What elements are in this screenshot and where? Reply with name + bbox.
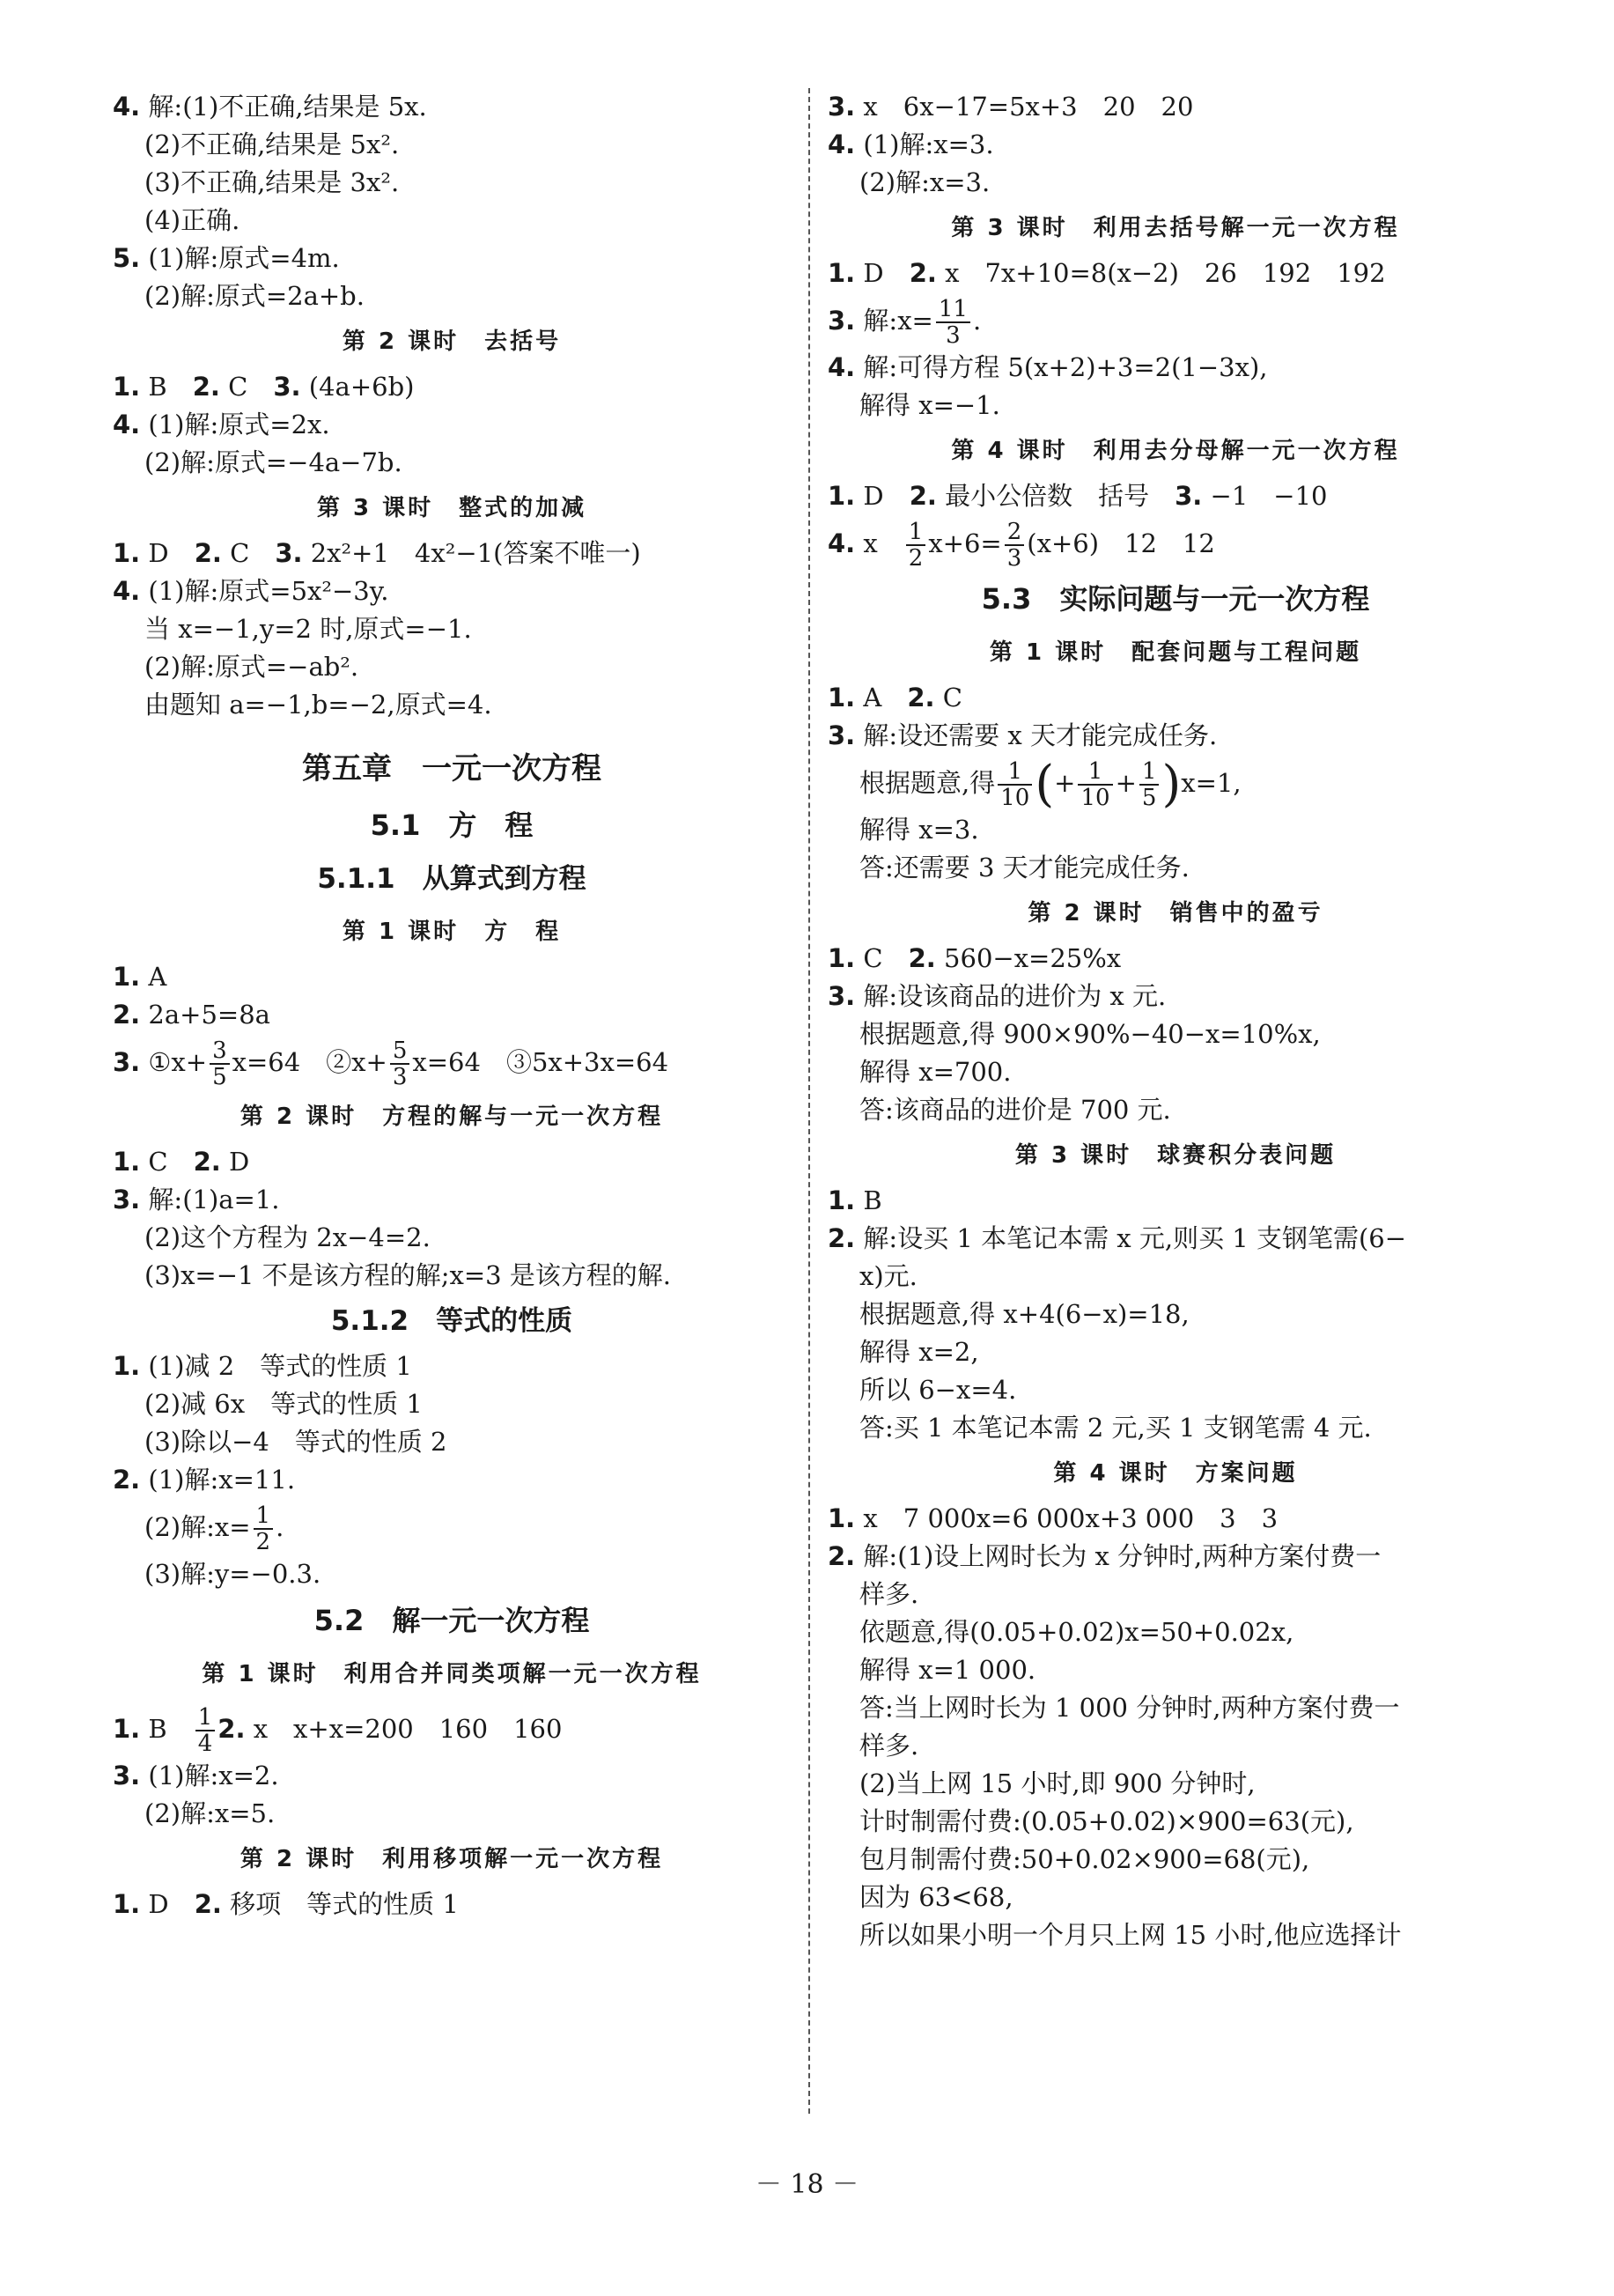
question-number: 3. [828,981,856,1011]
answer-line [113,1499,791,1555]
answer-text: 解得 x=1 000. [859,1655,1036,1685]
answer-text: (1)减 2 等式的性质 1 [140,1351,412,1381]
answer-text: C [855,943,909,973]
answer-line [113,1219,791,1257]
big-paren: ) [1161,756,1182,813]
answer-text: D [855,258,910,288]
subsection-title: 5.1.1 从算式到方程 [317,863,586,895]
answer-text: x+6= [928,528,1002,558]
answer-text: 解得 x=700. [859,1057,1012,1087]
question-number: 1. [113,538,141,568]
question-number: 3. [828,306,856,336]
answer-line [828,1727,1523,1765]
answer-text: 答:当上网时长为 1 000 分钟时,两种方案付费一 [859,1693,1400,1723]
fraction-numerator: 1 [1139,759,1160,786]
fraction-denominator: 2 [255,1529,271,1555]
lesson-title: 第 4 课时 利用去分母解一元一次方程 [951,438,1400,464]
lesson-title: 第 1 课时 配套问题与工程问题 [989,639,1362,666]
answer-text: x x+ [245,1714,329,1744]
question-number: 4. [113,410,141,439]
question-number: 1. [113,962,141,992]
answer-text: (1)解:原式=5x²−3y. [140,576,389,606]
answer-text: D [855,481,910,511]
answer-line [113,1795,791,1833]
answer-text: 解:可得方程 5(x+2)+3=2(1−3x), [855,352,1268,382]
fraction-numerator: 1 [1078,759,1112,786]
answer-text: (3)不正确,结果是 3x². [144,167,400,197]
answer-line [828,349,1523,387]
answer-text: C [140,1147,194,1177]
answer-text: 包月制需付费:50+0.02×900=68(元), [859,1844,1310,1874]
question-number: 4. [113,92,141,122]
question-number: 4. [828,528,856,558]
answer-text: 依题意,得(0.05+0.02)x=50+0.02x, [859,1617,1294,1647]
answer-line [828,1803,1523,1841]
answer-text: (2)解:x=5. [144,1798,276,1828]
answer-line [828,1333,1523,1371]
fraction [906,520,926,571]
question-number: 2. [192,372,220,402]
answer-text: D [140,538,195,568]
right-column [828,88,1523,1954]
answer-line [828,387,1523,425]
answer-line [828,940,1523,978]
answer-text: 答:还需要 3 天才能完成任务. [859,853,1190,882]
question-number: 1. [828,258,856,288]
fraction-numerator: 1 [998,759,1032,786]
answer-line [113,368,791,406]
lesson-title: 第 1 课时 利用合并同类项解一元一次方程 [202,1661,702,1687]
fraction-numerator: 1 [906,520,926,546]
answer-line [828,1015,1523,1053]
answer-line [113,1701,791,1757]
question-number: 1. [828,943,856,973]
answer-line [113,996,791,1034]
fraction-numerator: 3 [210,1038,230,1065]
answer-text: (x+6) 12 12 [1027,528,1215,558]
answer-line [113,1461,791,1499]
fraction-numerator: 5 [390,1038,410,1065]
answer-text: (2)解:原式=2a+b. [144,281,365,311]
answer-line [828,1538,1523,1576]
answer-text: (2)不正确,结果是 5x². [144,129,400,159]
answer-line [113,202,791,240]
answer-line [113,572,791,610]
answer-text: 2a+5=8a [140,1000,270,1030]
answer-line [113,126,791,164]
fraction [195,1705,216,1756]
answer-text: 当 x=−1,y=2 时,原式=−1. [144,614,472,644]
question-number: 3. [275,538,303,568]
answer-text: x 6x−17=5x+3 20 20 [855,92,1194,122]
answer-line [113,444,791,482]
answer-text: B [140,1714,193,1744]
question-number: 2. [907,683,935,712]
answer-line [828,1091,1523,1129]
answer-text: 根据题意,得 x+4(6−x)=18, [859,1299,1190,1329]
chapter-title: 第五章 一元一次方程 [302,751,601,786]
answer-text: 解:设买 1 本笔记本需 x 元,则买 1 支钢笔需(6− [855,1223,1407,1253]
answer-line [828,515,1523,572]
lesson-title: 第 2 课时 去括号 [342,329,562,355]
answer-text: (4)正确. [144,205,240,235]
answer-text: + [1115,768,1137,798]
lesson-title: 第 2 课时 利用移项解一元一次方程 [240,1846,664,1872]
answer-line [113,958,791,996]
answer-text: (3)除以−4 等式的性质 2 [144,1427,447,1457]
question-number: 2. [828,1541,856,1571]
answer-text: x)元. [859,1261,918,1291]
fraction [1078,759,1112,810]
question-number: 1. [828,1503,856,1533]
fraction-denominator: 5 [1141,785,1157,811]
question-number: 3. [113,1761,141,1790]
big-paren: ( [1035,756,1055,813]
answer-line [828,1765,1523,1803]
fraction-denominator: 10 [1080,785,1110,811]
answer-text: A [855,683,908,712]
answer-line [828,164,1523,202]
answer-line [113,1385,791,1423]
answer-line [828,477,1523,515]
answer-text: 解:设该商品的进价为 x 元. [855,981,1167,1011]
fraction-numerator: 1 [195,1705,216,1731]
answer-text: (3)x=−1 不是该方程的解;x=3 是该方程的解. [144,1260,672,1290]
fraction-denominator: 10 [1000,785,1030,811]
answer-text: (1)解:原式=4m. [140,243,340,273]
question-number: 3. [828,92,856,122]
answer-text: 解得 x=3. [859,815,979,845]
answer-line [113,1555,791,1593]
answer-text: 根据题意,得 [859,768,996,798]
answer-text: B [140,372,193,402]
lesson-title: 第 3 课时 整式的加减 [316,495,587,521]
column-divider [808,88,810,2114]
question-number: 1. [828,1185,856,1215]
answer-text: x=64 ③5x+3x=64 [412,1047,669,1077]
left-column [113,88,791,1923]
fraction [1005,520,1025,571]
fraction [936,297,970,348]
answer-text: (2)解:原式=−4a−7b. [144,447,402,477]
fraction [390,1038,410,1089]
question-number: 4. [828,352,856,382]
answer-line [828,1689,1523,1727]
lesson-title: 第 2 课时 方程的解与一元一次方程 [240,1104,664,1130]
answer-text: (2)这个方程为 2x−4=2. [144,1222,431,1252]
question-number: 1. [113,1147,141,1177]
question-number: 2. [217,1714,246,1744]
fraction-numerator: 11 [936,297,970,323]
answer-line [828,1576,1523,1613]
answer-text: (2)解:原式=−ab². [144,652,359,682]
section-title: 5.2 解一元一次方程 [313,1604,590,1637]
fraction-denominator: 4 [197,1731,213,1757]
answer-line [828,1613,1523,1651]
answer-text: ①x+ [140,1047,208,1077]
answer-line [828,1053,1523,1091]
answer-text: 解:(1)设上网时长为 x 分钟时,两种方案付费一 [855,1541,1382,1571]
question-number: 2. [909,258,937,288]
answer-text: 答:该商品的进价是 700 元. [859,1095,1171,1125]
section-title: 5.3 实际问题与一元一次方程 [981,582,1370,616]
answer-line [113,1757,791,1795]
fraction-denominator: 3 [392,1064,408,1090]
lesson-title: 第 2 课时 销售中的盈亏 [1028,900,1323,927]
answer-text: D [140,1889,195,1919]
question-number: 2. [113,1465,141,1495]
answer-text: (1)解:x=11. [140,1465,296,1495]
fraction [210,1038,230,1089]
question-number: 3. [273,372,301,402]
answer-text: A [140,962,167,992]
question-number: 3. [828,720,856,750]
question-number: 2. [908,943,936,973]
answer-text: B [855,1185,882,1215]
answer-text: x=200 160 160 [328,1714,563,1744]
answer-text: 所以 6−x=4. [859,1375,1017,1405]
answer-text: −1 −10 [1202,481,1328,511]
answer-line [113,88,791,126]
answer-line [828,978,1523,1015]
question-number: 3. [113,1047,141,1077]
answer-text: 移项 等式的性质 1 [221,1889,459,1919]
answer-text: (2)解:x=3. [859,167,991,197]
answer-text: x 7x+10=8(x−2) 26 192 192 [936,258,1386,288]
fraction-numerator: 1 [254,1503,274,1530]
question-number: 1. [828,683,856,712]
answer-text: x [855,528,903,558]
answer-line [828,717,1523,755]
answer-text: (2)解:x= [144,1512,251,1542]
subsection-title: 5.1.2 等式的性质 [330,1305,573,1337]
answer-line [113,1423,791,1461]
answer-text: 解:(1)a=1. [140,1185,280,1214]
answer-text: 由题知 a=−1,b=−2,原式=4. [144,690,492,720]
section-title: 5.1 方 程 [370,808,534,842]
answer-line [828,1220,1523,1258]
answer-text: x=1, [1181,768,1242,798]
question-number: 2. [193,1147,221,1177]
answer-text: 根据题意,得 900×90%−40−x=10%x, [859,1019,1321,1049]
answer-line [113,535,791,572]
answer-line [828,755,1523,811]
answer-line [828,1500,1523,1538]
answer-text: + [1054,768,1076,798]
answer-line [828,1258,1523,1296]
answer-text: (2)减 6x 等式的性质 1 [144,1389,423,1419]
answer-text: 解得 x=−1. [859,390,1000,420]
fraction [254,1503,274,1554]
fraction [1139,759,1160,810]
lesson-title: 第 3 课时 利用去括号解一元一次方程 [951,215,1400,241]
answer-text: (1)解:原式=2x. [140,410,330,439]
answer-line [828,849,1523,887]
answer-line [828,1841,1523,1879]
answer-text: x=64 ②x+ [232,1047,387,1077]
answer-text: 样多. [859,1579,919,1609]
fraction [998,759,1032,810]
question-number: 2. [828,1223,856,1253]
question-number: 5. [113,243,141,273]
answer-line [828,1182,1523,1220]
answer-line [828,811,1523,849]
question-number: 2. [194,538,222,568]
answer-line [113,1181,791,1219]
answer-text: 最小公倍数 括号 [936,481,1175,511]
question-number: 1. [113,1714,141,1744]
answer-line [113,1143,791,1181]
answer-text: 解:x= [855,306,933,336]
fraction-numerator: 2 [1005,520,1025,546]
lesson-title: 第 3 课时 球赛积分表问题 [1014,1142,1337,1169]
answer-text: (3)解:y=−0.3. [144,1559,321,1589]
question-number: 3. [113,1185,141,1214]
question-number: 2. [113,1000,141,1030]
question-number: 1. [113,372,141,402]
answer-text: 样多. [859,1731,919,1761]
fraction-denominator: 3 [1006,545,1022,572]
answer-text: (1)解:x=3. [855,129,994,159]
answer-line [828,1916,1523,1954]
answer-line [828,1879,1523,1916]
answer-line [113,610,791,648]
answer-line [828,126,1523,164]
question-number: 1. [828,481,856,511]
answer-line [113,1034,791,1090]
answer-text: . [276,1512,284,1542]
question-number: 4. [113,576,141,606]
answer-line [828,1371,1523,1409]
answer-line [113,1886,791,1923]
answer-text: (2)当上网 15 小时,即 900 分钟时, [859,1768,1256,1798]
answer-line [113,686,791,724]
answer-line [113,1257,791,1295]
answer-text: 答:买 1 本笔记本需 2 元,买 1 支钢笔需 4 元. [859,1413,1372,1443]
answer-line [828,1409,1523,1447]
lesson-title: 第 1 课时 方 程 [342,919,562,945]
lesson-title: 第 4 课时 方案问题 [1053,1460,1298,1487]
answer-line [828,1296,1523,1333]
answer-line [113,648,791,686]
answer-line [113,277,791,315]
answer-text: (4a+6b) [300,372,415,402]
question-number: 1. [113,1889,141,1919]
answer-line [828,292,1523,349]
answer-line [113,240,791,277]
answer-text: 解:设还需要 x 天才能完成任务. [855,720,1218,750]
answer-text: C [219,372,274,402]
answer-text: x 7 000x=6 000x+3 000 3 3 [855,1503,1279,1533]
answer-text: 解:(1)不正确,结果是 5x. [140,92,427,122]
answer-text: 计时制需付费:(0.05+0.02)×900=63(元), [859,1806,1354,1836]
fraction-denominator: 3 [946,322,961,349]
answer-text: D [220,1147,250,1177]
answer-text: 560−x=25%x [935,943,1122,973]
answer-text: 因为 63<68, [859,1882,1013,1912]
question-number: 1. [113,1351,141,1381]
answer-line [828,255,1523,292]
question-number: 3. [1175,481,1203,511]
answer-text: 2x²+1 4x²−1(答案不唯一) [302,538,641,568]
answer-line [113,406,791,444]
answer-text: 解得 x=2, [859,1337,979,1367]
answer-text: C [934,683,962,712]
answer-line [828,88,1523,126]
answer-text: C [221,538,276,568]
answer-line [828,1651,1523,1689]
fraction-denominator: 2 [908,545,924,572]
fraction-denominator: 5 [212,1064,227,1090]
answer-line [828,679,1523,717]
answer-line [113,164,791,202]
page-number: － 18 － [755,2169,859,2200]
answer-text: . [972,306,982,336]
answer-text: (1)解:x=2. [140,1761,279,1790]
question-number: 4. [828,129,856,159]
question-number: 2. [194,1889,222,1919]
answer-text: 所以如果小明一个月只上网 15 小时,他应选择计 [859,1920,1402,1950]
question-number: 2. [909,481,937,511]
answer-line [113,1347,791,1385]
